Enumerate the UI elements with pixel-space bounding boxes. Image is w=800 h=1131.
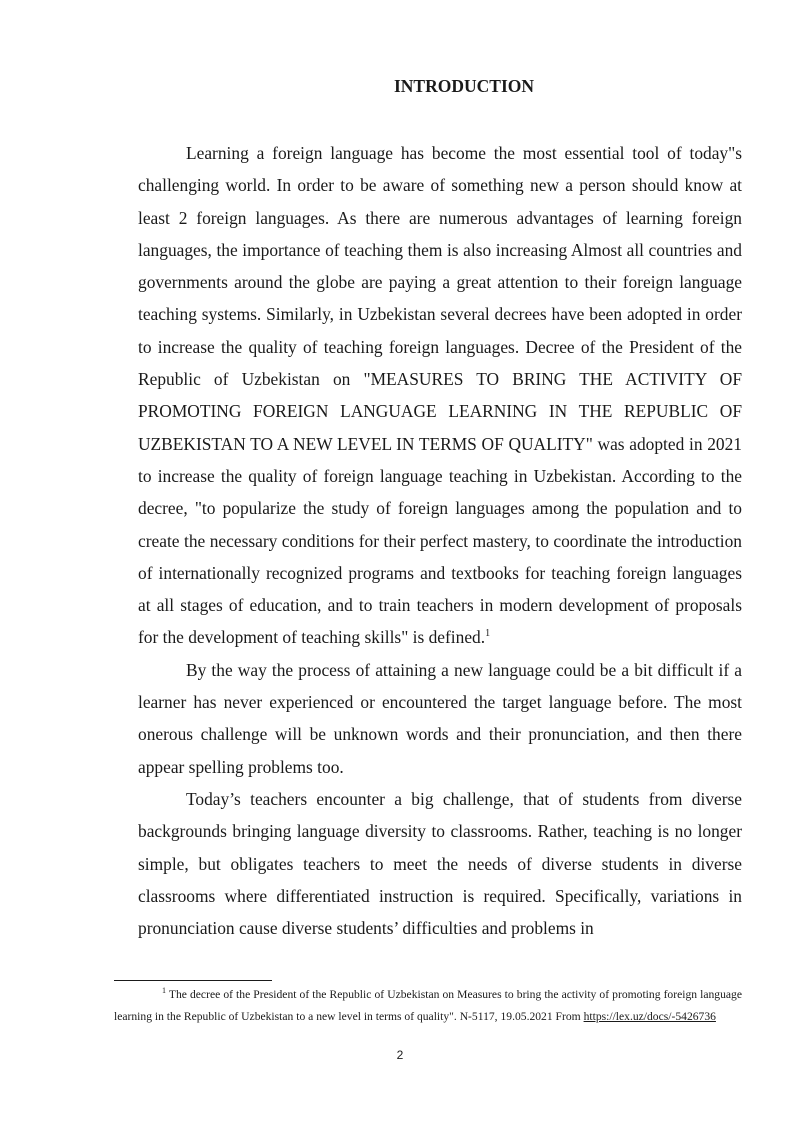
footnote-link[interactable]: https://lex.uz/docs/-5426736: [583, 1009, 716, 1023]
footnote-text: The decree of the President of the Republic of Uzbekistan on Measures to bring the activity of promoting foreign language learning in the Republic of Uzbekistan to a new level in terms of quality". N-5117, 19.05.2021 From: [114, 988, 742, 1023]
paragraph: Today’s teachers encounter a big challenge, that of students from diverse backgrounds bringing language diversity to classrooms. Rather, teaching is no longer simple, but obligates teachers to meet the needs of diverse students in diverse classrooms where differentiated instruction is required. Specifically, variations in pronunciation cause diverse students’ difficulties and problems in: [138, 788, 742, 939]
footnote-paragraph: [114, 984, 742, 1027]
footnote-reference[interactable]: 1: [485, 628, 491, 640]
page-number: 2: [396, 1048, 404, 1062]
section-title: INTRODUCTION: [393, 76, 535, 96]
footnote: [114, 984, 742, 1027]
body-text: [138, 137, 742, 944]
footnote-separator: [114, 980, 272, 981]
paragraph-text: Learning a foreign language has become the most essential tool of today"s challenging world. In order to be aware of something new a person should know at least 2 foreign languages. As there are numerous advantages of learning foreign languages, the importance of teaching them is also increasing Almost all countries and governments around the globe are paying a great attention to their foreign language teaching systems. Similarly, in Uzbekistan several decrees have been adopted in order to increase the quality of teaching foreign languages. Decree of the President of the Republic of Uzbekistan on "MEASURES TO BRING THE ACTIVITY OF PROMOTING FOREIGN LANGUAGE LEARNING IN THE REPUBLIC OF UZBEKISTAN TO A NEW LEVEL IN TERMS OF QUALITY" was adopted in 2021 to increase the quality of foreign language teaching in Uzbekistan. According to the decree, "to popularize the study of foreign languages among the population and to create the necessary conditions for their perfect mastery, to coordinate the introduction of internationally recognized programs and textbooks for teaching foreign languages at all stages of education, and to train teachers in modern development of proposals for the development of teaching skills" is defined.: [138, 143, 742, 648]
paragraph: By the way the process of attaining a new language could be a bit difficult if a learner has never experienced or encountered the target language before. The most onerous challenge will be unknown words and their pronunciation, and then there appear spelling problems too.: [138, 659, 742, 777]
paragraph: [138, 137, 742, 654]
footnote-number: 1: [162, 986, 166, 996]
